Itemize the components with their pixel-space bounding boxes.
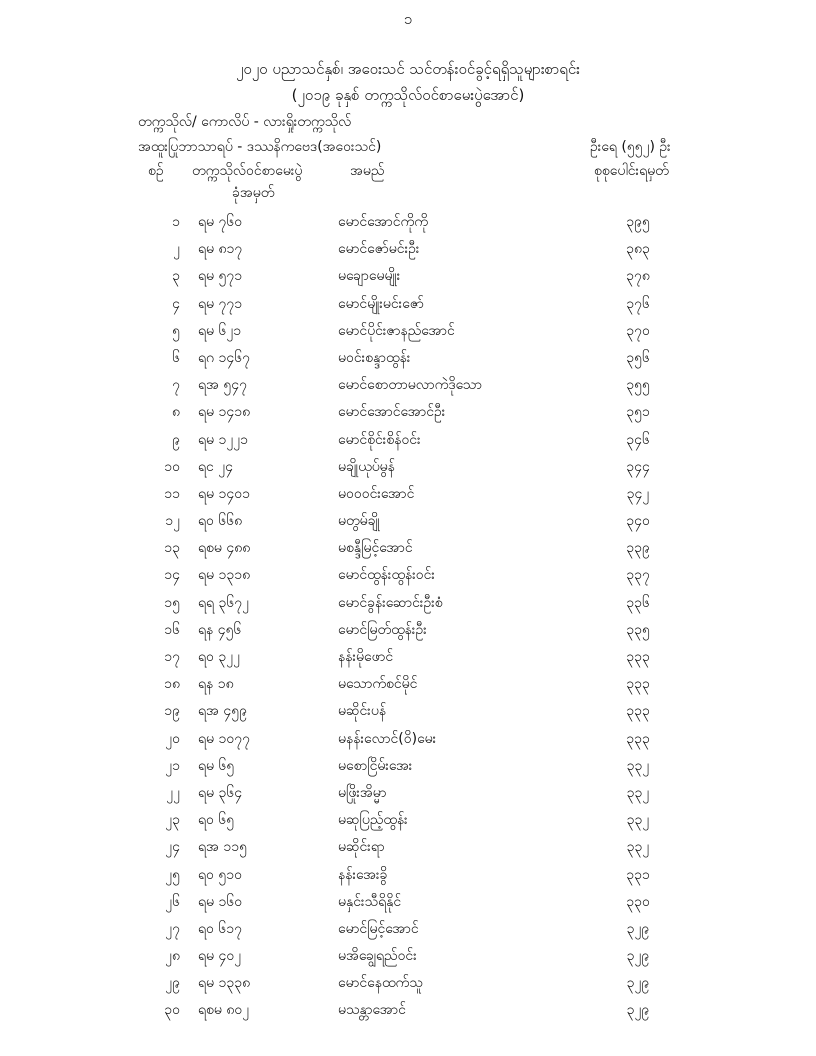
total-marks: ၃၅၁ [626, 404, 650, 421]
document-subtitle: (၂၀၁၉ ခုနှစ် တက္ကသိုလ်ဝင်စာမေးပွဲအောင်) [291, 86, 525, 104]
roll-number: ရစမ ၈၀၂ [198, 1002, 250, 1019]
table-row [0, 317, 816, 344]
student-name: မောင်မြတ်ထွန်းဦး [338, 621, 427, 638]
student-name: မဆုပြည့်ထွန်း [338, 812, 408, 829]
column-header-rollno-line2: ခုံအမှတ် [232, 185, 275, 201]
row-number: ၁၀ [164, 458, 180, 475]
row-number: ၂၅ [165, 866, 180, 883]
student-name: မချိုယုပ်မွန် [338, 458, 395, 475]
student-name: မစန္ဒီမြင့်အောင် [338, 540, 413, 557]
table-row [0, 507, 816, 534]
student-name: မောင်စောတာမလာကဲဒိုသော [338, 377, 482, 394]
row-number: ၈ [172, 404, 180, 421]
roll-number: ရမ ၁၆၀ [198, 893, 243, 910]
roll-number: ရမ ၇၇၁ [198, 295, 243, 312]
student-name: မောင်နေထက်သူ [338, 975, 423, 992]
roll-number: ရဝ ၅၁၀ [198, 866, 242, 883]
row-number: ၁၆ [164, 621, 180, 638]
roll-number: ရမ ၁၄၁၈ [198, 404, 251, 421]
student-name: မဖြိုးအိမ္မာ [338, 784, 387, 801]
total-marks: ၃၃၆ [626, 594, 650, 611]
student-name: မောင်ပိုင်းဇာနည်အောင် [338, 322, 455, 339]
row-number: ၁၃ [164, 540, 180, 557]
student-name: မောင်မျိုးမင်းဇော် [338, 295, 424, 312]
row-number: ၃၀ [164, 1002, 180, 1019]
page-number: ၁ [403, 10, 413, 28]
total-marks: ၃၇၀ [626, 322, 650, 339]
student-name: မစောငြိမ်းအေး [338, 757, 413, 774]
table-row [0, 480, 816, 507]
total-marks: ၃၃၃ [626, 730, 650, 747]
table-row [0, 779, 816, 806]
total-marks: ၃၄၂ [626, 485, 650, 502]
document-title: ၂၀၂၀ ပညာသင်နှစ်၊ အဝေးသင် သင်တန်းဝင်ခွင့်ရရှိသူများစာရင်း [236, 60, 580, 78]
total-marks: ၃၃၂ [626, 784, 650, 801]
total-marks: ၃၃၃ [626, 703, 650, 720]
student-name: မဝဝဝင်းအောင် [338, 485, 415, 502]
table-row [0, 290, 816, 317]
table-row [0, 725, 816, 752]
table-row [0, 806, 816, 833]
table-row [0, 398, 816, 425]
roll-number: ရမ ၇၆၀ [198, 214, 243, 230]
row-number: ၂၃ [165, 812, 180, 829]
total-marks: ၃၄၄ [626, 458, 650, 475]
row-number: ၁၄ [164, 567, 180, 584]
table-row [0, 262, 816, 289]
total-marks: ၃၃၅ [626, 621, 650, 638]
table-row [0, 888, 816, 915]
student-name: မောင်မြင့်အောင် [338, 920, 419, 937]
row-number: ၃ [172, 268, 180, 285]
student-name: မဆိုင်းပန် [338, 703, 387, 720]
total-count: ဦးရေ (၅၅၂) ဦး [590, 139, 671, 155]
student-name: မချောမေမျိုး [338, 268, 401, 285]
table-row [0, 208, 816, 235]
student-name: မနန်းလောင်(ဝိ)မေး [338, 730, 437, 747]
roll-number: ရမ ၁၃၁၈ [198, 567, 251, 584]
total-marks: ၃၇၆ [626, 295, 650, 312]
student-name: မဝင်းစန္ဒာထွန်း [338, 349, 411, 366]
roll-number: ရဂ ၁၄၆၇ [198, 349, 250, 366]
row-number: ၁၇ [164, 649, 180, 665]
roll-number: ရမ ၆၂၁ [198, 322, 242, 339]
row-number: ၁၉ [164, 703, 180, 720]
roll-number: ရရ ၃၆၇၂ [198, 594, 250, 611]
roll-number: ရအ ၅၄၇ [198, 377, 247, 394]
column-header-rollno: တက္ကသိုလ်ဝင်စာမေးပွဲ [192, 163, 303, 179]
total-marks: ၃၅၆ [626, 349, 650, 366]
row-number: ၅ [172, 322, 180, 339]
roll-number: ရဝ ၃၂၂ [198, 649, 240, 665]
table-row [0, 915, 816, 942]
row-number: ၁၁ [164, 485, 180, 502]
student-name: မောင်ဇော်မင်းဦး [338, 241, 420, 258]
total-marks: ၃၃၇ [626, 567, 650, 584]
table-row [0, 534, 816, 561]
table-row [0, 589, 816, 616]
total-marks: ၃၃၉ [626, 540, 650, 557]
roll-number: ရန ၄၅၆ [198, 621, 242, 638]
row-number: ၄ [172, 295, 180, 312]
row-number: ၂၉ [165, 975, 180, 992]
total-marks: ၃၂၉ [626, 975, 650, 992]
row-number: ၂၆ [165, 893, 180, 910]
student-name: မောင်အောင်အောင်ဦး [338, 404, 446, 421]
roll-number: ရအ ၁၁၅ [198, 839, 247, 856]
row-number: ၉ [172, 431, 180, 448]
total-marks: ၃၃၁ [626, 866, 650, 883]
total-marks: ၃၃၃ [626, 676, 650, 693]
university-line: တက္ကသိုလ်/ ကောလိပ် - လားရှိုးတက္ကသိုလ် [138, 114, 352, 130]
column-header-name: အမည် [350, 163, 385, 179]
student-name: နန်းအေးခွိ [338, 866, 388, 883]
table-row [0, 752, 816, 779]
row-number: ၁၅ [164, 594, 180, 611]
roll-number: ရစမ ၄၈၈ [198, 540, 251, 557]
row-number: ၁၂ [165, 513, 180, 530]
student-name: မသန္တာအောင် [338, 1002, 406, 1019]
roll-number: ရမ ၄၀၂ [198, 948, 242, 965]
table-row [0, 969, 816, 996]
total-marks: ၃၅၅ [626, 377, 650, 394]
total-marks: ၃၄၀ [626, 513, 650, 530]
row-number: ၁၈ [164, 676, 180, 693]
roll-number: ရအ ၄၅၉ [198, 703, 247, 720]
results-table [0, 208, 816, 1024]
row-number: ၂ [173, 241, 180, 258]
student-name: နန်းမိုဖောင် [338, 649, 394, 665]
student-name: မတွမ်ချို [338, 513, 380, 530]
row-number: ၁ [172, 214, 180, 230]
student-name: မနှင်းသီရိနိုင် [338, 893, 402, 910]
major-line: အထူးပြုဘာသာရပ် - ဒဿနိကဗေဒ(အဝေးသင်) [138, 139, 382, 155]
roll-number: ရဝ ၆၅ [198, 812, 235, 829]
table-row [0, 371, 816, 398]
total-marks: ၃၄၆ [626, 431, 650, 448]
student-name: မောင်အောင်ကိုကို [338, 214, 428, 230]
row-number: ၂၀ [165, 730, 180, 747]
row-number: ၂၁ [165, 757, 180, 774]
table-row [0, 697, 816, 724]
row-number: ၆ [172, 349, 180, 366]
column-header-marks: စုစုပေါင်းရမှတ် [594, 163, 669, 179]
column-header-no: စဉ် [148, 163, 164, 179]
table-row [0, 561, 816, 588]
roll-number: ရဝ ၆၆၈ [198, 513, 243, 530]
row-number: ၇ [172, 377, 180, 394]
roll-number: ရမ ၁၀၇၇ [198, 730, 250, 747]
roll-number: ရမ ၁၂၂၁ [198, 431, 248, 448]
total-marks: ၃၂၉ [626, 1002, 650, 1019]
roll-number: ရမ ၈၁၇ [198, 241, 243, 258]
table-row [0, 643, 816, 670]
student-name: မသောက်စင်မိုင် [338, 676, 418, 693]
total-marks: ၃၇၈ [626, 268, 650, 285]
table-row [0, 833, 816, 860]
roll-number: ရမ ၁၄၀၁ [198, 485, 250, 502]
student-name: မောင်ထွန်းထွန်းဝင်း [338, 567, 435, 584]
roll-number: ရမ ၆၅ [198, 757, 235, 774]
roll-number: ရမ ၁၃၃၈ [198, 975, 251, 992]
table-row [0, 453, 816, 480]
table-row [0, 426, 816, 453]
total-marks: ၃၃၃ [626, 649, 650, 665]
roll-number: ရမ ၃၆၄ [198, 784, 243, 801]
table-row [0, 235, 816, 262]
total-marks: ၃၃၀ [626, 893, 650, 910]
table-row [0, 344, 816, 371]
total-marks: ၃၈၃ [626, 241, 650, 258]
row-number: ၂၇ [165, 920, 180, 937]
roll-number: ရဝ ၆၁၇ [198, 920, 242, 937]
student-name: မောင်ခွန်းဆောင်းဦးစံ [338, 594, 443, 611]
total-marks: ၃၉၅ [626, 214, 650, 230]
row-number: ၂၄ [165, 839, 180, 856]
row-number: ၂၂ [166, 784, 180, 801]
row-number: ၂၈ [165, 948, 180, 965]
total-marks: ၃၂၉ [626, 920, 650, 937]
roll-number: ရမ ၅၇၁ [198, 268, 243, 285]
table-row [0, 616, 816, 643]
student-name: မောင်စိုင်းစိန်ဝင်း [338, 431, 421, 448]
total-marks: ၃၃၂ [626, 839, 650, 856]
student-name: မဆိုင်းရာ [338, 839, 385, 856]
total-marks: ၃၃၂ [626, 812, 650, 829]
table-row [0, 670, 816, 697]
table-row [0, 996, 816, 1023]
roll-number: ရင ၂၄ [198, 458, 234, 475]
total-marks: ၃၂၉ [626, 948, 650, 965]
roll-number: ရန ၁၈ [198, 676, 234, 693]
student-name: မအိချွေရည်ဝင်း [338, 948, 417, 965]
total-marks: ၃၃၂ [626, 757, 650, 774]
table-row [0, 861, 816, 888]
table-row [0, 942, 816, 969]
